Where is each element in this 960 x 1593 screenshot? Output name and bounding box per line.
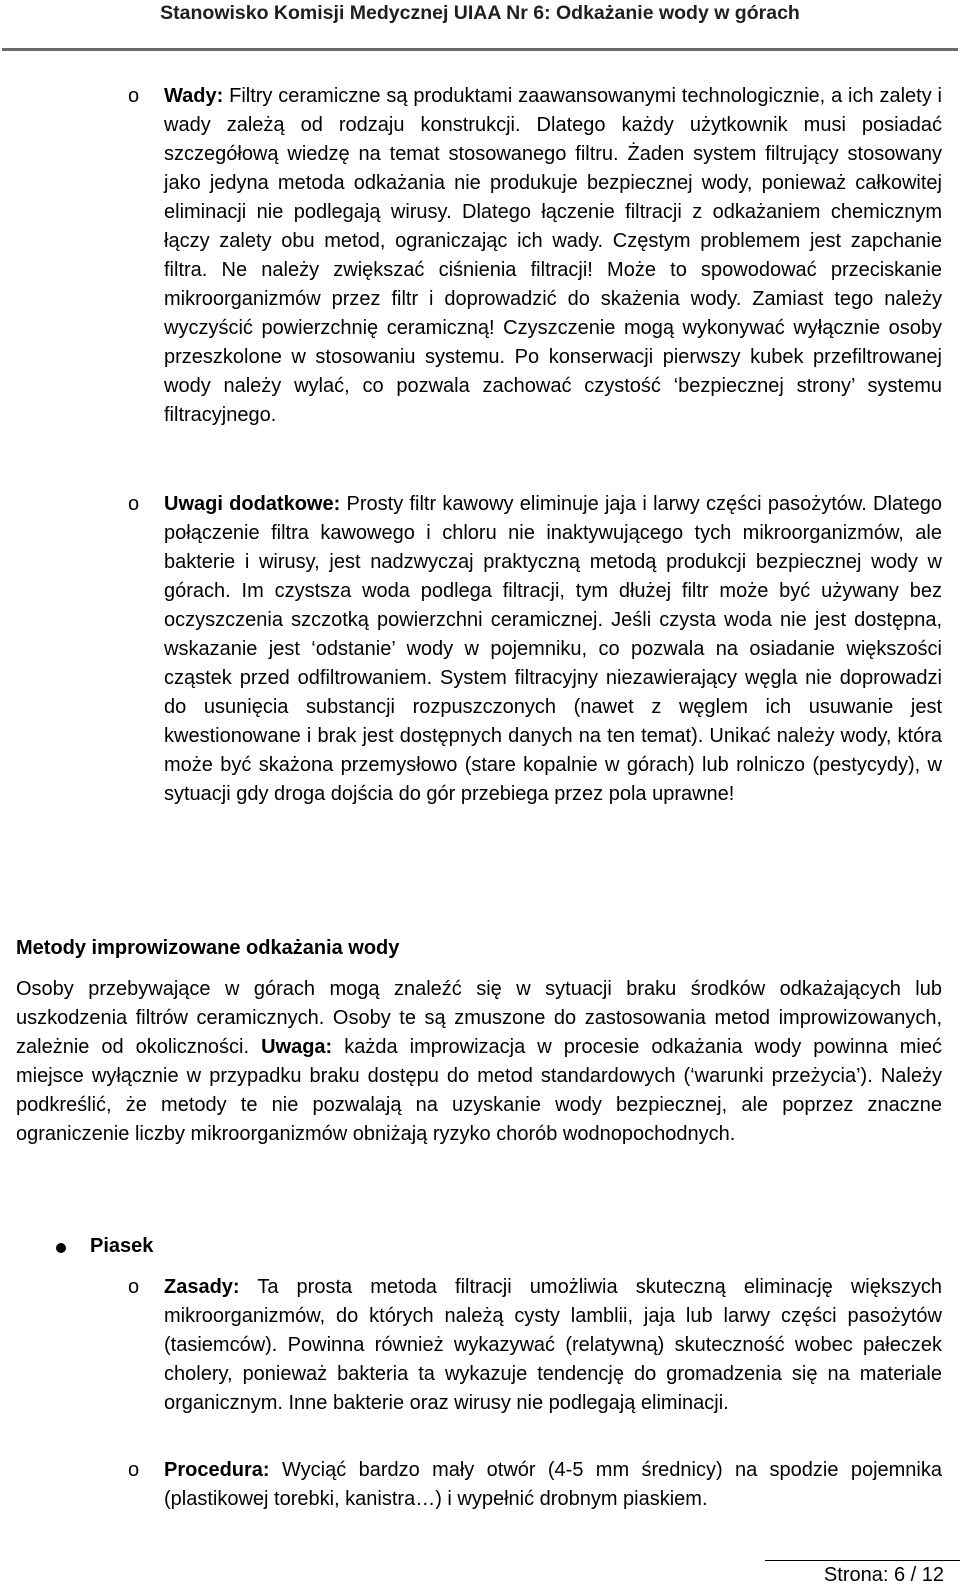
zasady-text: Ta prosta metoda filtracji umożliwia skuteczną eliminację większych mikroorganizmów, do których należą cysty lamblii, jaja lub larwy części pasożytów (tasiemców). Powinna również wykazywać (relatywną) skuteczność wobec pałeczek cholery, ponieważ bakteria ta wykazuje tendencję do gromadzenia się na materiale organicznym. Inne bakterie oraz wirusy nie podlegają eliminacji. (164, 1276, 942, 1414)
bullet-icon (56, 1243, 66, 1253)
uwagi-text: Prosty filtr kawowy eliminuje jaja i larwy części pasożytów. Dlatego połączenie filtra kawowego i chloru nie inaktywującego tych mikroorganizmów, ale bakterie i wirusy, jest nadzwyczaj praktyczną metodą produkcji bezpiecznej wody w górach. Im czystsza woda podlega filtracji, tym dłużej filtr może być używany bez oczyszczenia szczotką powierzchni ceramicznej. Jeśli czysta woda nie jest dostępna, wskazanie jest ‘odstanie’ wody w pojemniku, co pozwala na osiadanie większości cząstek przed odfiltrowaniem. System filtracyjny niezawierający węgla nie doprowadzi do usunięcia substancji rozpuszczonych (nawet z węglem ich usuwanie jest kwestionowane i brak jest dostępnych danych na ten temat). Unikać należy wody, która może być skażona przemysłowo (stare kopalnie w górach) lub rolniczo (pestycydy), w sytuacji gdy droga dojścia do gór przebiega przez pola uprawne! (164, 493, 942, 805)
list-marker: o (128, 493, 140, 515)
warning-label: Uwaga: (261, 1036, 333, 1058)
header-divider (2, 48, 958, 51)
zasady-paragraph (164, 1273, 942, 1418)
page-number: Strona: 6 / 12 (823, 1564, 944, 1586)
metody-paragraph (16, 975, 942, 1149)
piasek-title: Piasek (90, 1235, 154, 1257)
wady-paragraph (164, 82, 942, 430)
procedura-label: Procedura: (164, 1459, 270, 1481)
procedura-text: Wyciąć bardzo mały otwór (4-5 mm średnicy) na spodzie pojemnika (plastikowej torebki, kanistra…) i wypełnić drobnym piaskiem. (164, 1459, 942, 1510)
procedura-paragraph (164, 1456, 942, 1514)
wady-label: Wady: (164, 85, 224, 107)
uwagi-label: Uwagi dodatkowe: (164, 493, 341, 515)
metody-text-1: Osoby przebywające w górach mogą znaleźć się w sytuacji braku środków odkażających lub uszkodzenia filtrów ceramicznych. Osoby te są zmuszone do zastosowania metod improwizowanych, zależnie od okoliczności. (16, 978, 942, 1058)
header-title: Stanowisko Komisji Medycznej UIAA Nr 6: Odkażanie wody w górach (160, 2, 800, 24)
list-marker: o (128, 1276, 140, 1298)
document-header (0, 0, 960, 28)
uwagi-paragraph (164, 490, 942, 809)
section-heading: Metody improwizowane odkażania wody (16, 937, 400, 959)
metody-text-2: każda improwizacja w procesie odkażania wody powinna mieć miejsce wyłącznie w przypadku braku dostępu do metod standardowych (‘warunki przeżycia’). Należy podkreślić, że metody te nie pozwalają na uzyskanie wody bezpiecznej, ale poprzez znaczne ograniczenie liczby mikroorganizmów obniżają ryzyko chorób wodnopochodnych. (16, 1036, 943, 1145)
list-marker: o (128, 1459, 140, 1481)
footer-divider (765, 1560, 960, 1561)
list-marker: o (128, 85, 140, 107)
wady-text: Filtry ceramiczne są produktami zaawansowanymi technologicznie, a ich zalety i wady zależą od rodzaju konstrukcji. Dlatego każdy użytkownik musi posiadać szczegółową wiedzę na temat stosowanego filtru. Żaden system filtrujący stosowany jako jedyna metoda odkażania nie produkuje bezpiecznej wody, ponieważ całkowitej eliminacji nie podlegają wirusy. Dlatego łączenie filtracji z odkażaniem chemicznym łączy zalety obu metod, ograniczając ich wady. Częstym problemem jest zapchanie filtra. Ne należy zwiększać ciśnienia filtracji! Może to spowodować przeciskanie mikroorganizmów przez filtr i doprowadzić do skażenia wody. Zamiast tego należy wyczyścić powierzchnię ceramiczną! Czyszczenie mogą wykonywać wyłącznie osoby przeszkolone w stosowaniu systemu. Po konserwacji pierwszy kubek przefiltrowanej wody należy wylać, co pozwala zachować czystość ‘bezpiecznej strony’ systemu filtracyjnego. (164, 85, 942, 426)
zasady-label: Zasady: (164, 1276, 240, 1298)
